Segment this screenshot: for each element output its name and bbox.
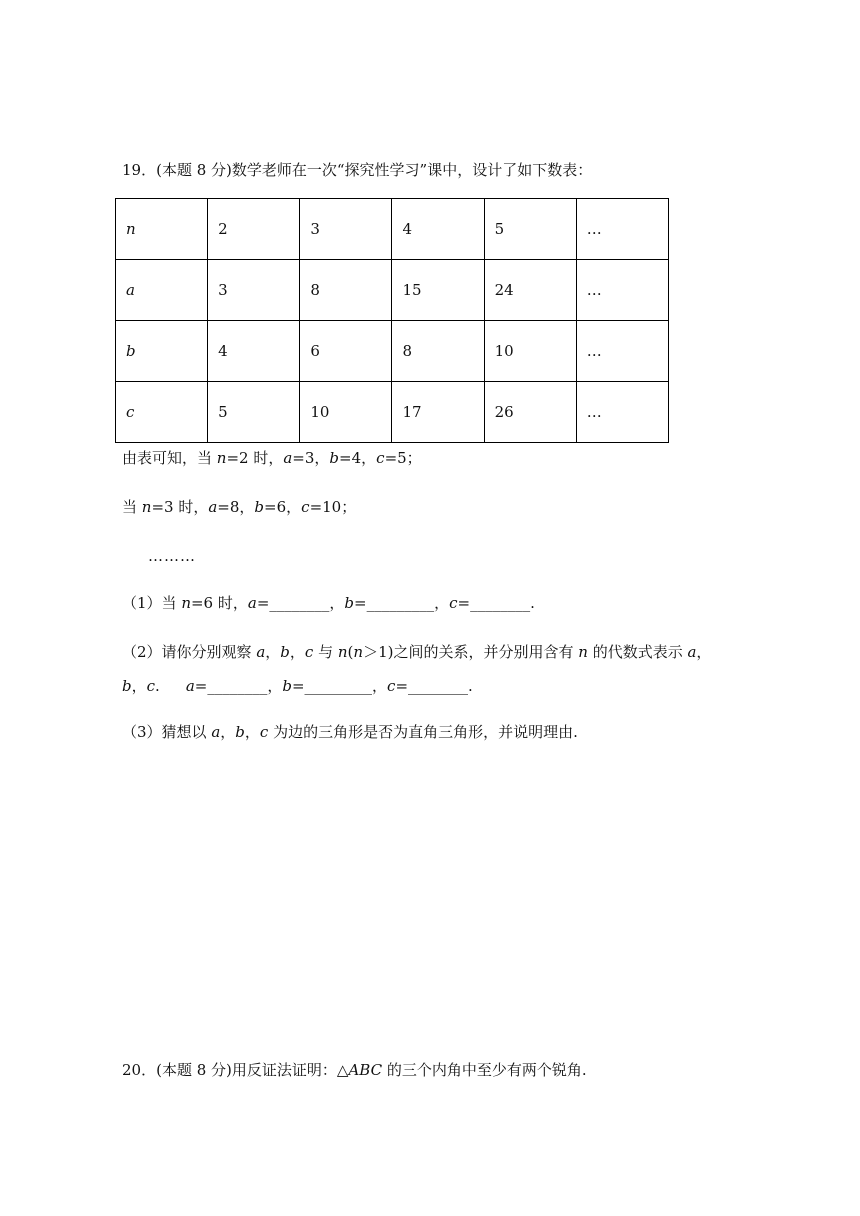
table-row <box>116 321 669 382</box>
observation-1 <box>122 448 422 468</box>
text: =10； <box>309 498 357 516</box>
text: ， <box>265 643 281 661</box>
table-cell: 3 <box>208 260 300 321</box>
part-2-line-2 <box>122 676 473 696</box>
text: =4， <box>339 449 377 467</box>
var-c: c <box>301 498 310 516</box>
text: （2）请你分别观察 <box>122 643 257 661</box>
question-marks: (本题 8 分) <box>156 161 232 179</box>
var-b: b <box>122 677 132 695</box>
part-2-line-1 <box>122 642 711 662</box>
table-cell: 24 <box>484 260 576 321</box>
text: ， <box>220 723 236 741</box>
question-text: 用反证法证明：△ <box>231 1061 349 1079</box>
text: 与 <box>313 643 338 661</box>
text: 当 <box>122 498 142 516</box>
text: （1）当 <box>122 594 182 612</box>
triangle-name: ABC <box>348 1061 383 1079</box>
row-label-c: c <box>116 382 208 443</box>
table-cell: … <box>576 199 668 260</box>
table-cell: 5 <box>484 199 576 260</box>
text: =2 时， <box>226 449 284 467</box>
answer-blank: =_________， <box>291 677 388 695</box>
table-cell: 4 <box>392 199 484 260</box>
text: （3）猜想以 <box>122 723 212 741</box>
text: ( <box>347 643 354 661</box>
table-row <box>116 199 669 260</box>
text: 由表可知，当 <box>122 449 217 467</box>
part-1 <box>122 593 535 613</box>
row-label-b: b <box>116 321 208 382</box>
row-label-a: a <box>116 260 208 321</box>
answer-blank: =________. <box>457 594 535 612</box>
text: ， <box>131 677 147 695</box>
text: ， <box>244 723 260 741</box>
text: =3 时， <box>151 498 209 516</box>
table-cell: 2 <box>208 199 300 260</box>
question-number: 19． <box>122 161 157 179</box>
table-cell: … <box>576 321 668 382</box>
number-table <box>115 198 669 443</box>
var-a: a <box>185 677 195 695</box>
var-c: c <box>376 449 385 467</box>
var-n: n <box>353 643 364 661</box>
table-cell: 17 <box>392 382 484 443</box>
part-3 <box>122 722 578 742</box>
var-n: n <box>337 643 348 661</box>
var-c: c <box>449 594 458 612</box>
text: ， <box>289 643 305 661</box>
row-label-n: n <box>116 199 208 260</box>
table-cell: … <box>576 260 668 321</box>
var-n: n <box>216 449 227 467</box>
var-b: b <box>280 643 290 661</box>
question-20-heading <box>122 1060 587 1080</box>
table-cell: 10 <box>300 382 392 443</box>
var-b: b <box>344 594 355 612</box>
answer-blank: =________， <box>256 594 345 612</box>
answer-blank: =_________， <box>354 594 450 612</box>
table-cell: 8 <box>392 321 484 382</box>
table-row <box>116 382 669 443</box>
table-cell: 8 <box>300 260 392 321</box>
question-19-heading <box>122 160 592 180</box>
text: ， <box>696 643 712 661</box>
text: 的代数式表示 <box>587 643 688 661</box>
text: =3， <box>292 449 330 467</box>
var-b: b <box>282 677 292 695</box>
text: =6 时， <box>190 594 248 612</box>
text: 为边的三角形是否为直角三角形，并说明理由. <box>268 723 578 741</box>
table-cell: 10 <box>484 321 576 382</box>
question-number: 20． <box>122 1061 157 1079</box>
var-b: b <box>329 449 340 467</box>
question-text: 数学老师在一次“探究性学习”课中，设计了如下数表： <box>231 161 593 179</box>
text: ＞1) <box>363 643 394 661</box>
table-cell: 26 <box>484 382 576 443</box>
var-c: c <box>146 677 156 695</box>
var-a: a <box>211 723 221 741</box>
table-cell: … <box>576 382 668 443</box>
table-cell: 15 <box>392 260 484 321</box>
var-c: c <box>304 643 314 661</box>
var-c: c <box>259 723 269 741</box>
answer-blank: =________， <box>194 677 283 695</box>
text: =8， <box>217 498 255 516</box>
var-b: b <box>235 723 245 741</box>
text: =5； <box>384 449 422 467</box>
question-text-tail: 的三个内角中至少有两个锐角. <box>382 1061 587 1079</box>
var-a: a <box>256 643 266 661</box>
ellipsis: ……… <box>148 547 196 565</box>
text: =6， <box>264 498 302 516</box>
table-row <box>116 260 669 321</box>
question-marks: (本题 8 分) <box>156 1061 232 1079</box>
text: 之间的关系，并分别用含有 <box>393 643 579 661</box>
table-cell: 3 <box>300 199 392 260</box>
table-cell: 5 <box>208 382 300 443</box>
var-n: n <box>141 498 152 516</box>
table-cell: 4 <box>208 321 300 382</box>
var-a: a <box>208 498 218 516</box>
var-a: a <box>283 449 293 467</box>
observation-2 <box>122 497 356 517</box>
answer-blank: =________. <box>395 677 473 695</box>
var-a: a <box>687 643 697 661</box>
var-c: c <box>387 677 396 695</box>
var-a: a <box>247 594 257 612</box>
table-cell: 6 <box>300 321 392 382</box>
var-n: n <box>181 594 191 612</box>
var-b: b <box>254 498 265 516</box>
text: . <box>155 677 160 695</box>
var-n: n <box>578 643 588 661</box>
